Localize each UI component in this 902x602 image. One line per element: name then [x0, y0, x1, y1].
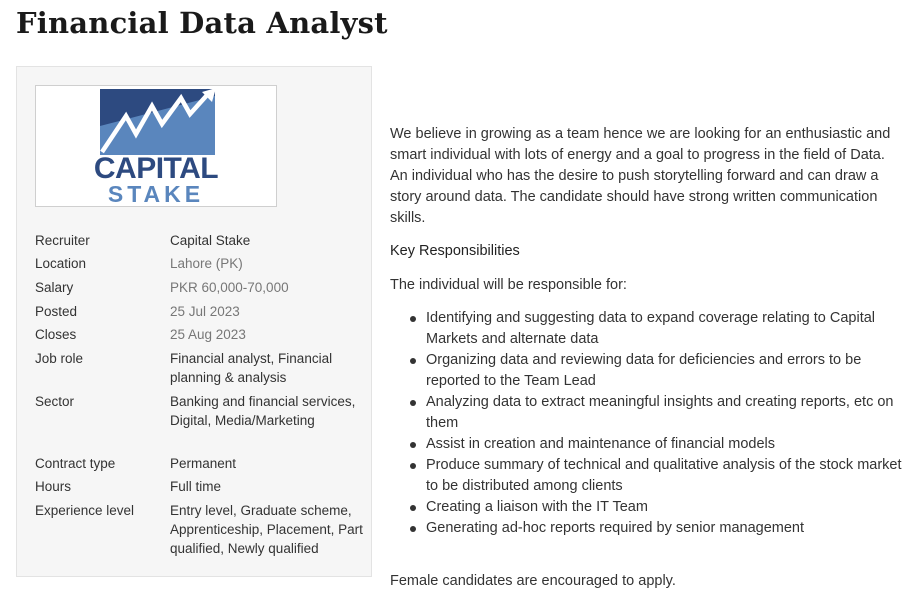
company-logo: [35, 85, 277, 207]
list-item: [390, 497, 902, 518]
detail-value: Lahore (PK): [170, 256, 243, 271]
detail-value: PKR 60,000-70,000: [170, 280, 289, 295]
detail-label: Recruiter: [35, 233, 90, 248]
detail-value: Capital Stake: [170, 233, 251, 248]
list-item-text: Produce summary of technical and qualitative analysis of the stock market to be distributed among clients: [426, 457, 902, 494]
bullet-icon: [410, 400, 416, 406]
list-item: [390, 350, 902, 392]
detail-label: Salary: [35, 280, 74, 295]
responsibilities-intro: The individual will be responsible for:: [390, 277, 627, 293]
list-item-text: Identifying and suggesting data to expand coverage relating to Capital Markets and alternate data: [426, 310, 876, 347]
closing-note: Female candidates are encouraged to apply.: [390, 573, 676, 589]
detail-value: 25 Jul 2023: [170, 304, 240, 319]
intro-paragraph: We believe in growing as a team hence we are looking for an enthusiastic and smart individual with lots of energy and a goal to progress in the field of Data. An individual who has the desire to push storytelling forward and can draw a story around data. The candidate should have strong written communication skills.: [390, 126, 891, 226]
list-item-text: Assist in creation and maintenance of financial models: [426, 436, 775, 452]
responsibilities-list: [390, 308, 902, 539]
detail-value: Permanent: [170, 456, 237, 471]
list-item-text: Creating a liaison with the IT Team: [426, 499, 648, 515]
detail-value: Financial analyst, Financial planning & analysis: [170, 351, 333, 385]
detail-label: Location: [35, 256, 87, 271]
list-item-text: Generating ad-hoc reports required by senior management: [426, 520, 805, 536]
job-details-card: [16, 66, 372, 577]
list-item-text: Analyzing data to extract meaningful insights and creating reports, etc on them: [426, 394, 894, 431]
detail-label: Posted: [35, 304, 78, 319]
page-title: Financial Data Analyst: [16, 6, 388, 40]
detail-label: Contract type: [35, 456, 116, 471]
detail-label: Closes: [35, 327, 77, 342]
bullet-icon: [410, 442, 416, 448]
bullet-icon: [410, 463, 416, 469]
detail-value: Banking and financial services, Digital, Media/Marketing: [170, 394, 356, 428]
bullet-icon: [410, 526, 416, 532]
detail-label: Job role: [35, 351, 84, 366]
list-item: [390, 392, 902, 434]
logo-wordmark-capital: CAPITAL: [93, 152, 219, 185]
bullet-icon: [410, 505, 416, 511]
bullet-icon: [410, 316, 416, 322]
logo-wordmark-stake: STAKE: [107, 181, 205, 207]
detail-value: Entry level, Graduate scheme, Apprenticeship, Placement, Part qualified, Newly qualified: [170, 503, 363, 556]
detail-label: Experience level: [35, 503, 135, 518]
list-item: [390, 518, 902, 539]
key-responsibilities-heading: Key Responsibilities: [390, 243, 520, 259]
detail-value: Full time: [170, 479, 222, 494]
detail-value: 25 Aug 2023: [170, 327, 246, 342]
detail-label: Hours: [35, 479, 72, 494]
list-item: [390, 308, 902, 350]
detail-label: Sector: [35, 394, 75, 409]
list-item: [390, 455, 902, 497]
list-item: [390, 434, 902, 455]
bullet-icon: [410, 358, 416, 364]
list-item-text: Organizing data and reviewing data for deficiencies and errors to be reported to the Team Lead: [426, 352, 862, 389]
